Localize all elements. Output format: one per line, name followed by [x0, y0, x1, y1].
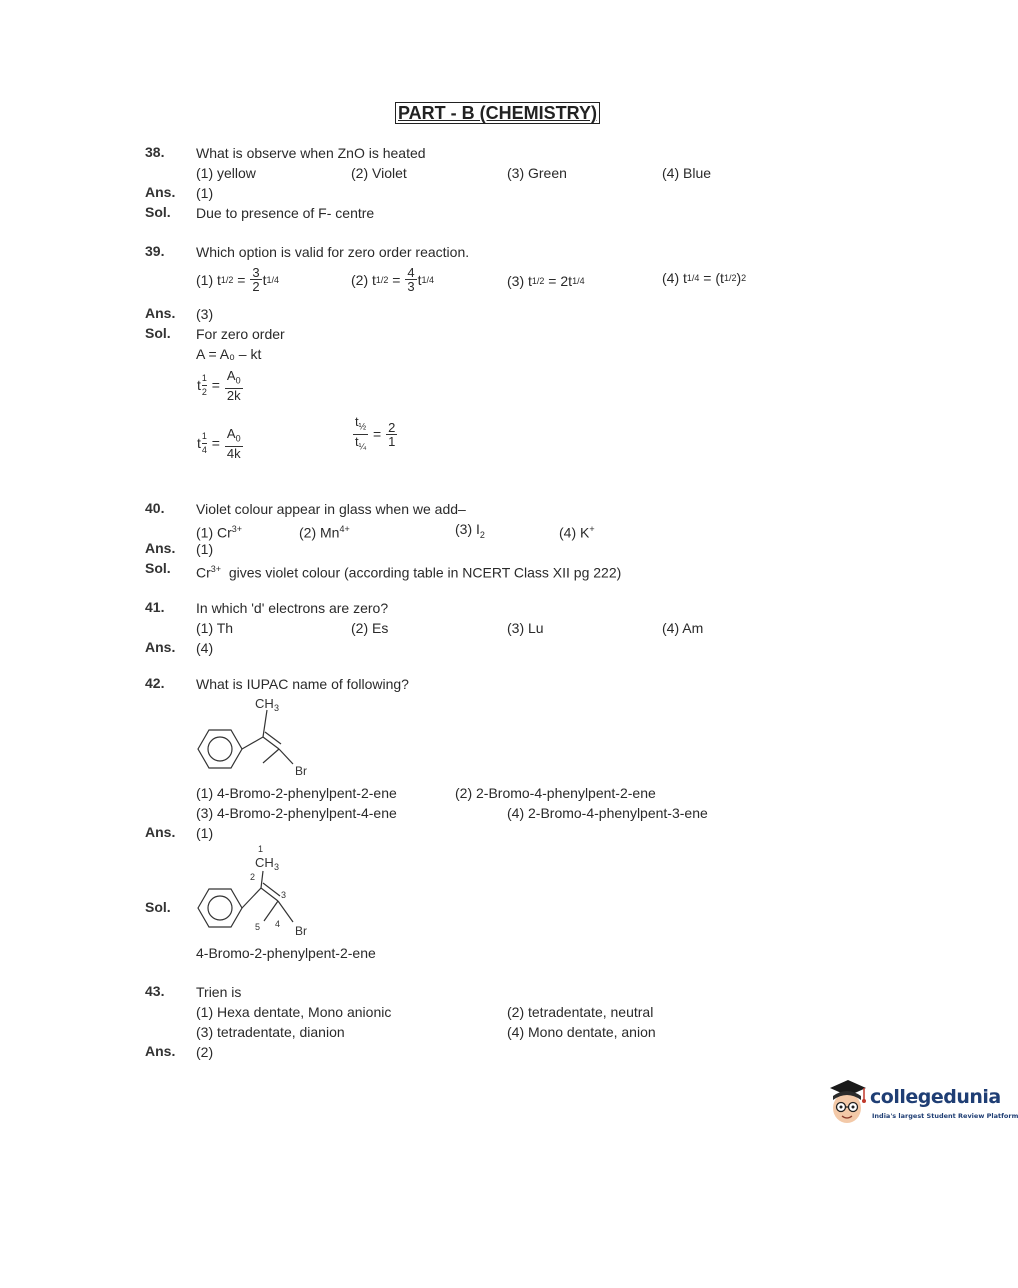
q41-question: In which 'd' electrons are zero?: [196, 600, 389, 616]
q40-number: 40.: [145, 500, 165, 516]
q39-option-2: (2) t 1/2 = $\frac{4}{3}$ t 1/4: [351, 265, 435, 294]
q39-equation-quarter-life: t $\frac{1}{4}$ = $\frac{A_0}{4k}$: [197, 426, 241, 461]
q40-solution-text: gives violet colour (according table in NCERT Class XII pg 222): [228, 564, 622, 581]
q38-option-1: (1) yellow: [196, 165, 256, 181]
q43-option-1: (1) Hexa dentate, Mono anionic: [196, 1004, 392, 1020]
svg-text:3: 3: [274, 862, 280, 872]
q42-option-1: (1) 4-Bromo-2-phenylpent-2-ene: [196, 785, 397, 801]
logo-tagline: India's largest Student Review Platform: [872, 1112, 1018, 1120]
section-header: PART - B (CHEMISTRY): [395, 102, 600, 124]
q39-option-4: (4) t 1/4 = (t 1/2 ) 2: [662, 270, 747, 286]
q40-option-1-text: (1) Cr: [196, 524, 232, 541]
q42-sol-label: Sol.: [145, 899, 171, 915]
q40-option-4: (4) K+: [559, 524, 595, 541]
q41-answer: (4): [196, 640, 214, 656]
q40-ans-label: Ans.: [145, 540, 176, 556]
q43-ans-label: Ans.: [145, 1043, 176, 1059]
q40-solution: $Cr^{3+}$ gives violet colour (according table in NCERT Class XII pg 222): [196, 564, 622, 581]
q38-sol-label: Sol.: [145, 204, 171, 220]
q43-question: Trien is: [196, 984, 242, 1000]
q38-answer: (1): [196, 185, 214, 201]
q39-option-3-num: (3): [507, 273, 525, 289]
q41-option-4: (4) Am: [662, 620, 704, 636]
q40-option-4-text: (4) K: [559, 524, 590, 541]
q43-number: 43.: [145, 983, 165, 999]
q39-ans-label: Ans.: [145, 305, 176, 321]
q39-option-4-num: (4): [662, 270, 680, 286]
q39-equation-half-life: t $\frac{1}{2}$ = $\frac{A_0}{2k}$: [197, 368, 241, 403]
svg-text:3: 3: [274, 703, 280, 713]
q42-number: 42.: [145, 675, 165, 691]
q42-option-3: (3) 4-Bromo-2-phenylpent-4-ene: [196, 805, 397, 821]
q41-option-3: (3) Lu: [507, 620, 544, 636]
q39-option-1-num: (1): [196, 271, 214, 288]
q39-option-1: (1) t 1/2 = $\frac{3}{2}$ t 1/4: [196, 265, 280, 294]
q42-ans-label: Ans.: [145, 824, 176, 840]
q39-solution-line2: A = A₀ – kt: [196, 346, 262, 362]
q40-sol-label: Sol.: [145, 560, 171, 576]
q43-option-4: (4) Mono dentate, anion: [507, 1024, 656, 1040]
q40-option-3: (3) $I_2$: [455, 521, 485, 540]
q40-answer: (1): [196, 541, 214, 557]
q38-option-4: (4) Blue: [662, 165, 712, 181]
svg-text:3: 3: [281, 890, 287, 900]
q39-number: 39.: [145, 243, 165, 259]
q39-question: Which option is valid for zero order reaction.: [196, 244, 470, 260]
benzene-ring: [198, 730, 242, 768]
q40-option-2: (2) $Mn^{4+}$: [299, 524, 350, 541]
svg-text:4: 4: [275, 919, 281, 929]
q41-number: 41.: [145, 599, 165, 615]
q42-solution-structure: [190, 842, 330, 942]
q41-ans-label: Ans.: [145, 639, 176, 655]
svg-text:CH: CH: [255, 696, 274, 711]
q42-solution: 4-Bromo-2-phenylpent-2-ene: [196, 945, 376, 961]
q40-option-3-text: (3) I: [455, 521, 480, 537]
q38-number: 38.: [145, 144, 165, 160]
q42-option-4: (4) 2-Bromo-4-phenylpent-3-ene: [507, 805, 708, 821]
q39-equation-ratio: $\frac{t_{\frac{1}{2}}}{t_{\frac{1}{4}}}$ = $\frac{2}{1}$: [355, 414, 396, 452]
q40-question: Violet colour appear in glass when we add–: [196, 501, 466, 517]
q43-option-3: (3) tetradentate, dianion: [196, 1024, 345, 1040]
svg-text:Br: Br: [295, 924, 307, 938]
svg-text:2: 2: [250, 872, 256, 882]
q42-answer: (1): [196, 825, 214, 841]
q39-answer: (3): [196, 306, 214, 322]
q38-solution: Due to presence of F- centre: [196, 205, 375, 221]
q39-option-2-num: (2): [351, 271, 369, 288]
svg-text:CH: CH: [255, 855, 274, 870]
q43-answer: (2): [196, 1044, 214, 1060]
q38-question: What is observe when ZnO is heated: [196, 145, 426, 161]
q41-option-2: (2) Es: [351, 620, 389, 636]
q39-sol-label: Sol.: [145, 325, 171, 341]
q40-option-2-text: (2) Mn: [299, 524, 340, 541]
svg-text:1: 1: [258, 844, 264, 854]
q39-solution-line1: For zero order: [196, 326, 285, 342]
q43-option-2: (2) tetradentate, neutral: [507, 1004, 654, 1020]
logo-name: collegedunia: [870, 1086, 1001, 1108]
q42-option-2: (2) 2-Bromo-4-phenylpent-2-ene: [455, 785, 656, 801]
mascot-icon: [826, 1076, 870, 1128]
q41-option-1: (1) Th: [196, 620, 234, 636]
q42-structure: [190, 692, 330, 784]
q39-option-3: (3) t 1/2 = 2t 1/4: [507, 273, 585, 289]
svg-text:Br: Br: [295, 764, 307, 778]
benzene-ring-numbered: [198, 889, 242, 927]
q38-option-3: (3) Green: [507, 165, 567, 181]
q38-ans-label: Ans.: [145, 184, 176, 200]
benzene-ring-circle-numbered: [208, 896, 232, 920]
benzene-ring-circle: [208, 737, 232, 761]
collegedunia-logo: [826, 1076, 1018, 1128]
q42-question: What is IUPAC name of following?: [196, 676, 409, 692]
q38-option-2: (2) Violet: [351, 165, 407, 181]
svg-text:5: 5: [255, 922, 261, 932]
q40-option-1: (1) $Cr^{3+}$: [196, 524, 243, 541]
